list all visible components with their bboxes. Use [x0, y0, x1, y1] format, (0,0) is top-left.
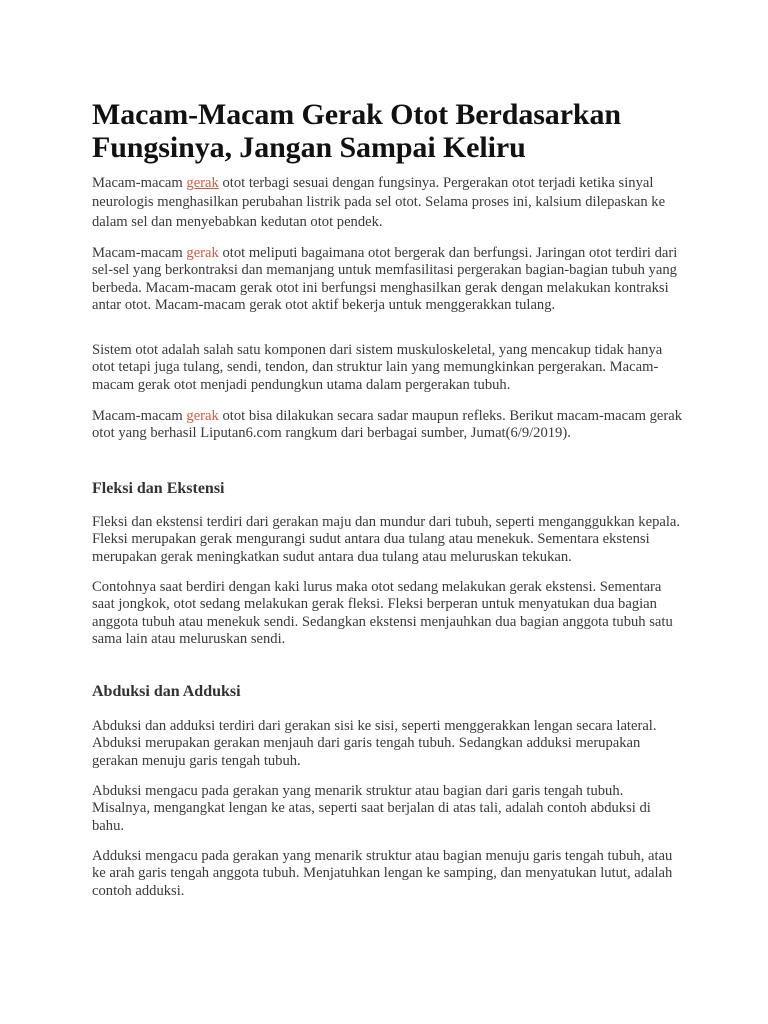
- gerak-link[interactable]: gerak: [186, 175, 219, 191]
- section-heading-fleksi-ekstensi: Fleksi dan Ekstensi: [92, 480, 225, 497]
- paragraph-text: Macam-macam: [92, 175, 187, 191]
- gerak-link[interactable]: gerak: [186, 408, 219, 424]
- paragraph-text: otot meliputi bagaimana otot bergerak dan berfungsi. Jaringan otot terdiri dari sel-sel yang berkontraksi dan memanjang untuk memfasilitasi pergerakan bagian-bagian tubuh yang berbeda. Macam-macam gerak otot ini berfungsi menghasilkan gerak dengan melakukan kontraksi antar otot. Macam-macam gerak otot aktif bekerja untuk menggerakkan tulang.: [92, 245, 678, 314]
- paragraph-text: otot terbagi sesuai dengan fungsinya. Pergerakan otot terjadi ketika sinyal neurologis menghasilkan perubahan listrik pada sel otot. Selama proses ini, kalsium dilepaskan ke dalam sel dan menyebabkan kedutan otot pendek.: [92, 175, 666, 230]
- section-paragraph: Abduksi dan adduksi terdiri dari gerakan sisi ke sisi, seperti menggerakkan lengan secara lateral. Abduksi merupakan gerakan menjauh dari garis tengah tubuh. Sedangkan adduksi merupakan gerakan menuju garis tengah tubuh.: [92, 718, 657, 769]
- intro-paragraph-2: [92, 245, 682, 315]
- paragraph-text: otot bisa dilakukan secara sadar maupun refleks. Berikut macam-macam gerak otot yang berhasil Liputan6.com rangkum dari berbagai sumber, Jumat(6/9/2019).: [92, 408, 682, 442]
- section-paragraph: Contohnya saat berdiri dengan kaki lurus maka otot sedang melakukan gerak ekstensi. Sementara saat jongkok, otot sedang melakukan gerak fleksi. Fleksi berperan untuk menyatukan dua bagian anggota tubuh atau menekuk sendi. Sedangkan ekstensi menjauhkan dua bagian anggota tubuh satu sama lain atau meluruskan sendi.: [92, 579, 673, 648]
- article-title: Macam-Macam Gerak Otot Berdasarkan Fungsinya, Jangan Sampai Keliru: [92, 98, 621, 164]
- intro-paragraph-1: [92, 174, 682, 232]
- intro-paragraph-3: Sistem otot adalah salah satu komponen dari sistem muskuloskeletal, yang mencakup tidak hanya otot tetapi juga tulang, sendi, tendon, dan struktur lain yang memungkinkan pergerakan. Macam-macam gerak otot menjadi pendungkun utama dalam pergerakan tubuh.: [92, 342, 663, 393]
- section-paragraph: Adduksi mengacu pada gerakan yang menarik struktur atau bagian menuju garis tengah tubuh, atau ke arah garis tengah anggota tubuh. Menjatuhkan lengan ke samping, dan menyatukan lutut, adalah contoh adduksi.: [92, 848, 673, 899]
- gerak-link[interactable]: gerak: [186, 245, 219, 261]
- intro-paragraph-4: [92, 408, 682, 443]
- section-heading-abduksi-adduksi: Abduksi dan Adduksi: [92, 683, 241, 700]
- paragraph-text: Macam-macam: [92, 245, 187, 261]
- section-paragraph: Fleksi dan ekstensi terdiri dari gerakan maju dan mundur dari tubuh, seperti menganggukkan kepala. Fleksi merupakan gerak mengurangi sudut antara dua tulang atau menekuk. Sementara ekstensi merupakan gerak meningkatkan sudut antara dua tulang atau meluruskan tekukan.: [92, 514, 681, 565]
- section-paragraph: Abduksi mengacu pada gerakan yang menarik struktur atau bagian dari garis tengah tubuh. Misalnya, mengangkat lengan ke atas, seperti saat berjalan di atas tali, adalah contoh abduksi di bahu.: [92, 783, 651, 834]
- paragraph-text: Macam-macam: [92, 408, 187, 424]
